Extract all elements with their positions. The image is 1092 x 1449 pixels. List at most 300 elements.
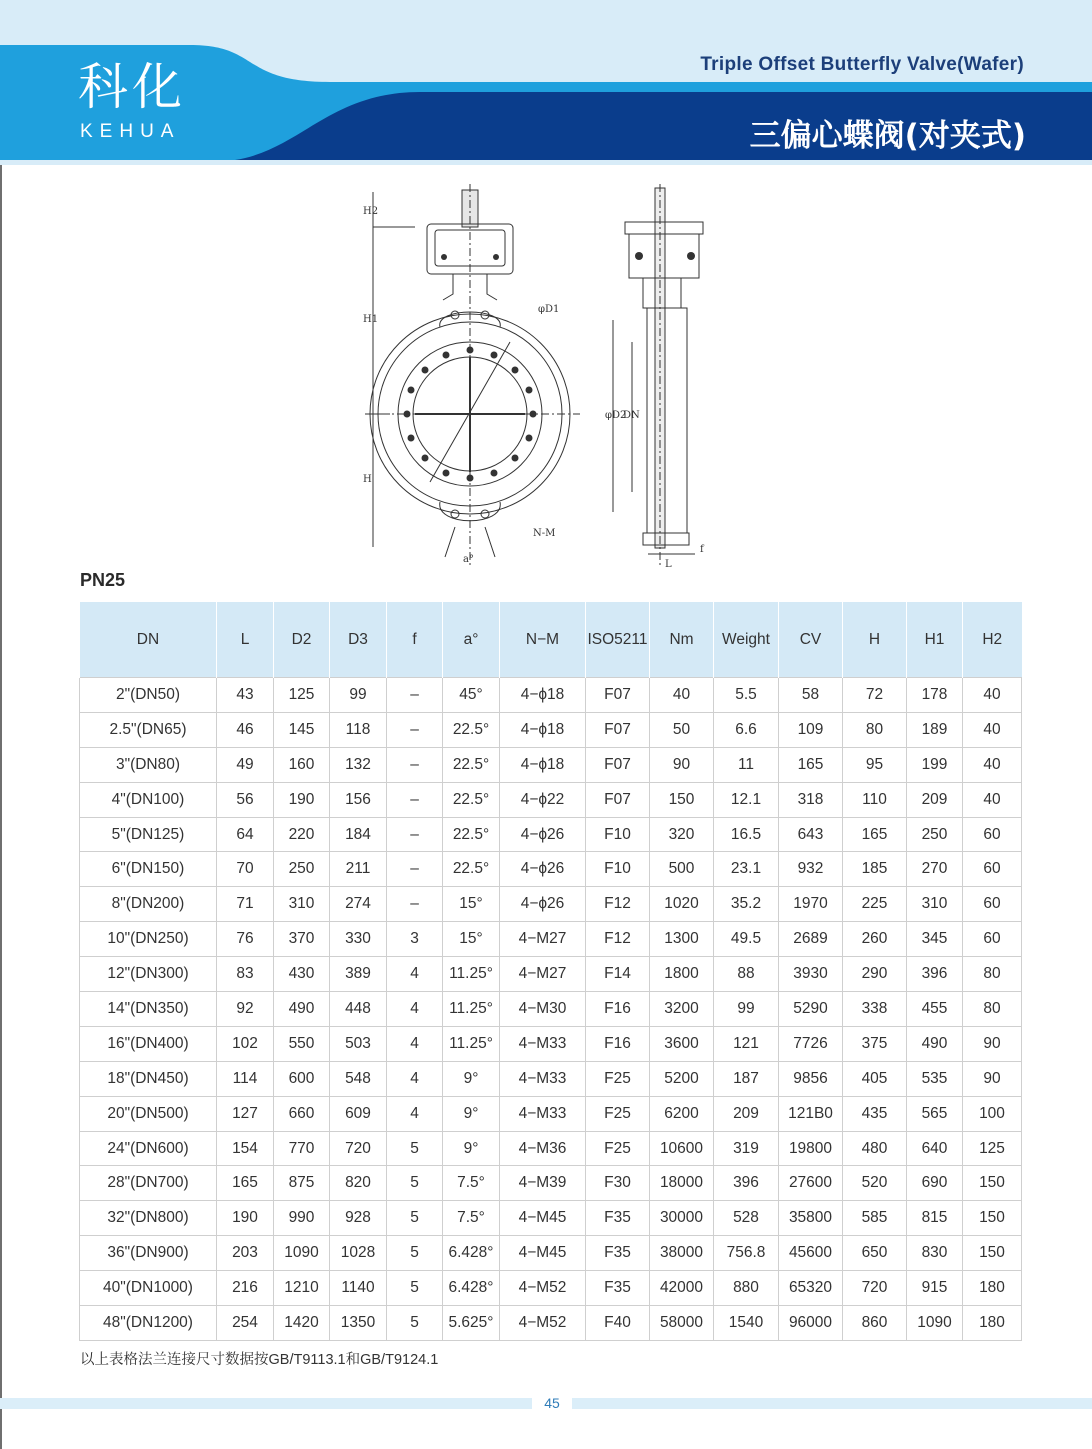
table-cell: 11.25°	[443, 1026, 500, 1061]
table-cell: F40	[586, 1306, 650, 1341]
table-cell: F10	[586, 852, 650, 887]
table-cell: F07	[586, 712, 650, 747]
table-cell: 4−M39	[500, 1166, 586, 1201]
valve-technical-drawing	[355, 182, 735, 577]
table-cell: 90	[963, 1026, 1022, 1061]
table-cell: 58	[779, 678, 843, 713]
table-row	[80, 782, 1022, 817]
table-row	[80, 852, 1022, 887]
table-cell: 660	[274, 1096, 330, 1131]
table-cell: 490	[907, 1026, 963, 1061]
table-cell: 375	[843, 1026, 907, 1061]
table-cell: F25	[586, 1096, 650, 1131]
table-cell: 7.5°	[443, 1201, 500, 1236]
table-cell: 99	[330, 678, 387, 713]
table-cell: 310	[907, 887, 963, 922]
table-cell: 9°	[443, 1096, 500, 1131]
table-cell: 18000	[650, 1166, 714, 1201]
table-cell: 49.5	[714, 922, 779, 957]
table-cell: 650	[843, 1236, 907, 1271]
page-header	[0, 0, 1092, 165]
table-row	[80, 992, 1022, 1027]
table-cell: 4−M45	[500, 1201, 586, 1236]
label-h: H	[363, 474, 372, 485]
table-cell: 114	[217, 1061, 274, 1096]
table-cell: 10600	[650, 1131, 714, 1166]
table-cell: 915	[907, 1271, 963, 1306]
table-cell: 405	[843, 1061, 907, 1096]
table-cell: 150	[963, 1201, 1022, 1236]
table-cell: 860	[843, 1306, 907, 1341]
table-cell: 36"(DN900)	[80, 1236, 217, 1271]
table-cell: 76	[217, 922, 274, 957]
table-cell: 528	[714, 1201, 779, 1236]
table-cell: –	[387, 712, 443, 747]
table-cell: 260	[843, 922, 907, 957]
table-cell: 319	[714, 1131, 779, 1166]
table-cell: F25	[586, 1131, 650, 1166]
table-cell: F16	[586, 1026, 650, 1061]
table-cell: 4−ϕ18	[500, 678, 586, 713]
table-cell: 6200	[650, 1096, 714, 1131]
label-h2: H2	[363, 206, 379, 217]
table-cell: 165	[779, 747, 843, 782]
table-cell: 185	[843, 852, 907, 887]
label-dn: DN	[623, 410, 640, 421]
table-cell: 3"(DN80)	[80, 747, 217, 782]
table-cell: 121B0	[779, 1096, 843, 1131]
table-cell: 165	[217, 1166, 274, 1201]
table-cell: 4−M45	[500, 1236, 586, 1271]
table-cell: 4−ϕ22	[500, 782, 586, 817]
table-cell: 150	[650, 782, 714, 817]
product-title-chinese: 三偏心蝶阀(对夹式)	[749, 118, 1026, 154]
table-cell: 45°	[443, 678, 500, 713]
table-cell: 4	[387, 992, 443, 1027]
table-cell: 22.5°	[443, 747, 500, 782]
table-cell: 640	[907, 1131, 963, 1166]
table-cell: 127	[217, 1096, 274, 1131]
table-cell: 16"(DN400)	[80, 1026, 217, 1061]
label-d1: φD1	[538, 304, 560, 315]
table-cell: 4−M33	[500, 1026, 586, 1061]
table-cell: F07	[586, 678, 650, 713]
table-cell: 830	[907, 1236, 963, 1271]
table-cell: 5	[387, 1166, 443, 1201]
table-cell: 11.25°	[443, 992, 500, 1027]
label-nm: N-M	[533, 528, 556, 539]
table-cell: 30000	[650, 1201, 714, 1236]
table-cell: 5"(DN125)	[80, 817, 217, 852]
table-cell: 448	[330, 992, 387, 1027]
table-cell: 320	[650, 817, 714, 852]
table-cell: 150	[963, 1166, 1022, 1201]
label-l: L	[665, 559, 672, 570]
table-cell: 3	[387, 922, 443, 957]
table-cell: 1800	[650, 957, 714, 992]
table-row	[80, 1026, 1022, 1061]
column-header: DN	[80, 602, 217, 678]
table-cell: 80	[843, 712, 907, 747]
table-cell: 50	[650, 712, 714, 747]
table-cell: 535	[907, 1061, 963, 1096]
table-cell: 109	[779, 712, 843, 747]
table-cell: 5	[387, 1131, 443, 1166]
table-cell: 60	[963, 817, 1022, 852]
table-cell: 48"(DN1200)	[80, 1306, 217, 1341]
table-cell: 1090	[274, 1236, 330, 1271]
table-cell: 22.5°	[443, 712, 500, 747]
table-cell: 720	[330, 1131, 387, 1166]
table-cell: 209	[907, 782, 963, 817]
table-cell: 156	[330, 782, 387, 817]
table-cell: 190	[274, 782, 330, 817]
table-cell: 60	[963, 887, 1022, 922]
table-cell: 4"(DN100)	[80, 782, 217, 817]
pressure-class-label: PN25	[80, 570, 126, 590]
table-cell: 6.428°	[443, 1236, 500, 1271]
table-cell: 928	[330, 1201, 387, 1236]
table-cell: 4−ϕ18	[500, 712, 586, 747]
table-row	[80, 1166, 1022, 1201]
table-cell: 4	[387, 1096, 443, 1131]
table-cell: 35800	[779, 1201, 843, 1236]
table-cell: 83	[217, 957, 274, 992]
table-cell: 11	[714, 747, 779, 782]
table-cell: F07	[586, 782, 650, 817]
table-cell: 5	[387, 1236, 443, 1271]
label-h1: H1	[363, 314, 379, 325]
product-title-english: Triple Offset Butterfly Valve(Wafer)	[700, 54, 1024, 75]
table-cell: 4−ϕ26	[500, 887, 586, 922]
table-cell: 125	[963, 1131, 1022, 1166]
table-cell: 250	[907, 817, 963, 852]
table-cell: 10"(DN250)	[80, 922, 217, 957]
table-cell: 2.5"(DN65)	[80, 712, 217, 747]
logo-english: KEHUA	[80, 121, 181, 142]
table-cell: –	[387, 817, 443, 852]
table-cell: 80	[963, 957, 1022, 992]
table-cell: 5.625°	[443, 1306, 500, 1341]
table-cell: 290	[843, 957, 907, 992]
table-cell: 4−M33	[500, 1061, 586, 1096]
table-cell: 12.1	[714, 782, 779, 817]
table-row	[80, 712, 1022, 747]
table-cell: 90	[963, 1061, 1022, 1096]
table-cell: F35	[586, 1201, 650, 1236]
table-row	[80, 1061, 1022, 1096]
table-cell: 211	[330, 852, 387, 887]
table-cell: 20"(DN500)	[80, 1096, 217, 1131]
table-cell: 1970	[779, 887, 843, 922]
table-cell: 9°	[443, 1061, 500, 1096]
table-cell: 15°	[443, 922, 500, 957]
column-header: ISO5211	[586, 602, 650, 678]
table-cell: 3600	[650, 1026, 714, 1061]
table-row	[80, 747, 1022, 782]
table-cell: –	[387, 747, 443, 782]
table-cell: F30	[586, 1166, 650, 1201]
table-cell: 24"(DN600)	[80, 1131, 217, 1166]
table-cell: 220	[274, 817, 330, 852]
table-cell: 60	[963, 852, 1022, 887]
column-header: D2	[274, 602, 330, 678]
table-cell: 178	[907, 678, 963, 713]
table-cell: 4−M52	[500, 1306, 586, 1341]
table-cell: 5290	[779, 992, 843, 1027]
table-cell: 6.6	[714, 712, 779, 747]
table-row	[80, 1236, 1022, 1271]
table-cell: 160	[274, 747, 330, 782]
table-cell: 72	[843, 678, 907, 713]
table-cell: 95	[843, 747, 907, 782]
table-cell: 38000	[650, 1236, 714, 1271]
table-cell: 4−M52	[500, 1271, 586, 1306]
column-header: a°	[443, 602, 500, 678]
table-cell: 150	[963, 1236, 1022, 1271]
table-cell: 1210	[274, 1271, 330, 1306]
table-cell: 503	[330, 1026, 387, 1061]
table-cell: 64	[217, 817, 274, 852]
table-cell: 203	[217, 1236, 274, 1271]
table-cell: F35	[586, 1271, 650, 1306]
table-cell: 22.5°	[443, 817, 500, 852]
table-cell: 430	[274, 957, 330, 992]
table-cell: 216	[217, 1271, 274, 1306]
table-cell: 71	[217, 887, 274, 922]
table-cell: 19800	[779, 1131, 843, 1166]
table-cell: 338	[843, 992, 907, 1027]
table-cell: 5200	[650, 1061, 714, 1096]
table-cell: 4−M30	[500, 992, 586, 1027]
table-cell: 6"(DN150)	[80, 852, 217, 887]
table-cell: 250	[274, 852, 330, 887]
table-cell: 40	[963, 747, 1022, 782]
table-cell: 16.5	[714, 817, 779, 852]
table-cell: 40	[963, 712, 1022, 747]
table-cell: 4−M33	[500, 1096, 586, 1131]
table-cell: 22.5°	[443, 852, 500, 887]
table-cell: 40	[963, 782, 1022, 817]
table-cell: 49	[217, 747, 274, 782]
table-cell: 690	[907, 1166, 963, 1201]
table-header-row	[80, 602, 1022, 678]
table-cell: 32"(DN800)	[80, 1201, 217, 1236]
table-cell: 875	[274, 1166, 330, 1201]
table-row	[80, 922, 1022, 957]
table-cell: 4−ϕ26	[500, 817, 586, 852]
table-cell: 1350	[330, 1306, 387, 1341]
table-cell: 92	[217, 992, 274, 1027]
table-cell: 932	[779, 852, 843, 887]
table-cell: 5	[387, 1306, 443, 1341]
table-cell: 225	[843, 887, 907, 922]
table-cell: 8"(DN200)	[80, 887, 217, 922]
table-cell: –	[387, 678, 443, 713]
table-cell: 23.1	[714, 852, 779, 887]
label-f: f	[700, 544, 704, 555]
table-cell: 125	[274, 678, 330, 713]
table-cell: 520	[843, 1166, 907, 1201]
table-cell: 270	[907, 852, 963, 887]
table-cell: 40"(DN1000)	[80, 1271, 217, 1306]
table-cell: 5.5	[714, 678, 779, 713]
table-cell: 58000	[650, 1306, 714, 1341]
table-cell: 550	[274, 1026, 330, 1061]
table-cell: –	[387, 852, 443, 887]
table-cell: 180	[963, 1271, 1022, 1306]
table-cell: 548	[330, 1061, 387, 1096]
table-cell: 1540	[714, 1306, 779, 1341]
column-header: N−M	[500, 602, 586, 678]
column-header: L	[217, 602, 274, 678]
table-cell: 27600	[779, 1166, 843, 1201]
column-header: H1	[907, 602, 963, 678]
table-cell: 1020	[650, 887, 714, 922]
table-cell: 45600	[779, 1236, 843, 1271]
table-cell: 820	[330, 1166, 387, 1201]
column-header: f	[387, 602, 443, 678]
table-row	[80, 1096, 1022, 1131]
table-cell: 880	[714, 1271, 779, 1306]
table-cell: 4	[387, 957, 443, 992]
table-cell: F12	[586, 887, 650, 922]
table-cell: 100	[963, 1096, 1022, 1131]
table-cell: 1300	[650, 922, 714, 957]
page-number: 45	[544, 1395, 560, 1411]
column-header: Nm	[650, 602, 714, 678]
table-cell: 310	[274, 887, 330, 922]
table-cell: 15°	[443, 887, 500, 922]
table-cell: 4	[387, 1061, 443, 1096]
table-cell: 4−ϕ26	[500, 852, 586, 887]
table-cell: 180	[963, 1306, 1022, 1341]
table-cell: 396	[907, 957, 963, 992]
table-cell: 6.428°	[443, 1271, 500, 1306]
table-cell: 254	[217, 1306, 274, 1341]
table-cell: 28"(DN700)	[80, 1166, 217, 1201]
table-cell: 490	[274, 992, 330, 1027]
table-cell: 500	[650, 852, 714, 887]
table-cell: 40	[650, 678, 714, 713]
table-cell: 7.5°	[443, 1166, 500, 1201]
label-angle: a°	[463, 554, 474, 565]
table-cell: 189	[907, 712, 963, 747]
table-row	[80, 1306, 1022, 1341]
table-cell: 389	[330, 957, 387, 992]
table-cell: 756.8	[714, 1236, 779, 1271]
table-cell: 42000	[650, 1271, 714, 1306]
table-cell: 609	[330, 1096, 387, 1131]
table-cell: 88	[714, 957, 779, 992]
table-cell: 4−M36	[500, 1131, 586, 1166]
table-cell: 1140	[330, 1271, 387, 1306]
table-cell: 199	[907, 747, 963, 782]
table-cell: 1028	[330, 1236, 387, 1271]
table-cell: 4−M27	[500, 957, 586, 992]
table-cell: 184	[330, 817, 387, 852]
table-cell: 4−ϕ18	[500, 747, 586, 782]
table-cell: F25	[586, 1061, 650, 1096]
table-cell: 5	[387, 1201, 443, 1236]
label-d2: φD2	[605, 410, 627, 421]
table-cell: 118	[330, 712, 387, 747]
table-cell: 12"(DN300)	[80, 957, 217, 992]
table-cell: 990	[274, 1201, 330, 1236]
table-cell: 99	[714, 992, 779, 1027]
footer-bar-left	[0, 1398, 532, 1409]
table-cell: 187	[714, 1061, 779, 1096]
table-cell: 132	[330, 747, 387, 782]
table-cell: 165	[843, 817, 907, 852]
table-cell: F35	[586, 1236, 650, 1271]
table-cell: 110	[843, 782, 907, 817]
table-row	[80, 1131, 1022, 1166]
table-cell: 102	[217, 1026, 274, 1061]
table-cell: 121	[714, 1026, 779, 1061]
table-cell: 11.25°	[443, 957, 500, 992]
table-cell: 70	[217, 852, 274, 887]
table-row	[80, 887, 1022, 922]
table-cell: 90	[650, 747, 714, 782]
table-cell: 370	[274, 922, 330, 957]
table-cell: 1420	[274, 1306, 330, 1341]
table-cell: 14"(DN350)	[80, 992, 217, 1027]
table-cell: 56	[217, 782, 274, 817]
table-cell: F14	[586, 957, 650, 992]
table-cell: 5	[387, 1271, 443, 1306]
table-cell: 770	[274, 1131, 330, 1166]
column-header: H2	[963, 602, 1022, 678]
table-cell: 40	[963, 678, 1022, 713]
page-left-edge	[0, 0, 2, 1449]
table-row	[80, 817, 1022, 852]
table-cell: 1090	[907, 1306, 963, 1341]
table-cell: 145	[274, 712, 330, 747]
table-cell: 2689	[779, 922, 843, 957]
column-header: Weight	[714, 602, 779, 678]
table-cell: 4	[387, 1026, 443, 1061]
table-cell: 815	[907, 1201, 963, 1236]
table-cell: 3930	[779, 957, 843, 992]
table-cell: 3200	[650, 992, 714, 1027]
flange-standard-footnote: 以上表格法兰连接尺寸数据按GB/T9113.1和GB/T9124.1	[80, 1352, 439, 1368]
table-cell: 720	[843, 1271, 907, 1306]
table-cell: 274	[330, 887, 387, 922]
table-row	[80, 1201, 1022, 1236]
column-header: CV	[779, 602, 843, 678]
table-cell: 4−M27	[500, 922, 586, 957]
table-cell: 190	[217, 1201, 274, 1236]
table-cell: 396	[714, 1166, 779, 1201]
column-header: H	[843, 602, 907, 678]
dimension-table	[79, 602, 1022, 1341]
table-cell: 60	[963, 922, 1022, 957]
table-cell: 22.5°	[443, 782, 500, 817]
table-cell: 9°	[443, 1131, 500, 1166]
table-cell: 330	[330, 922, 387, 957]
table-cell: 318	[779, 782, 843, 817]
table-cell: 643	[779, 817, 843, 852]
table-cell: F10	[586, 817, 650, 852]
table-cell: 480	[843, 1131, 907, 1166]
table-cell: 154	[217, 1131, 274, 1166]
table-cell: 35.2	[714, 887, 779, 922]
table-cell: 345	[907, 922, 963, 957]
logo-chinese: 科化	[78, 58, 186, 116]
table-cell: F16	[586, 992, 650, 1027]
table-cell: 43	[217, 678, 274, 713]
